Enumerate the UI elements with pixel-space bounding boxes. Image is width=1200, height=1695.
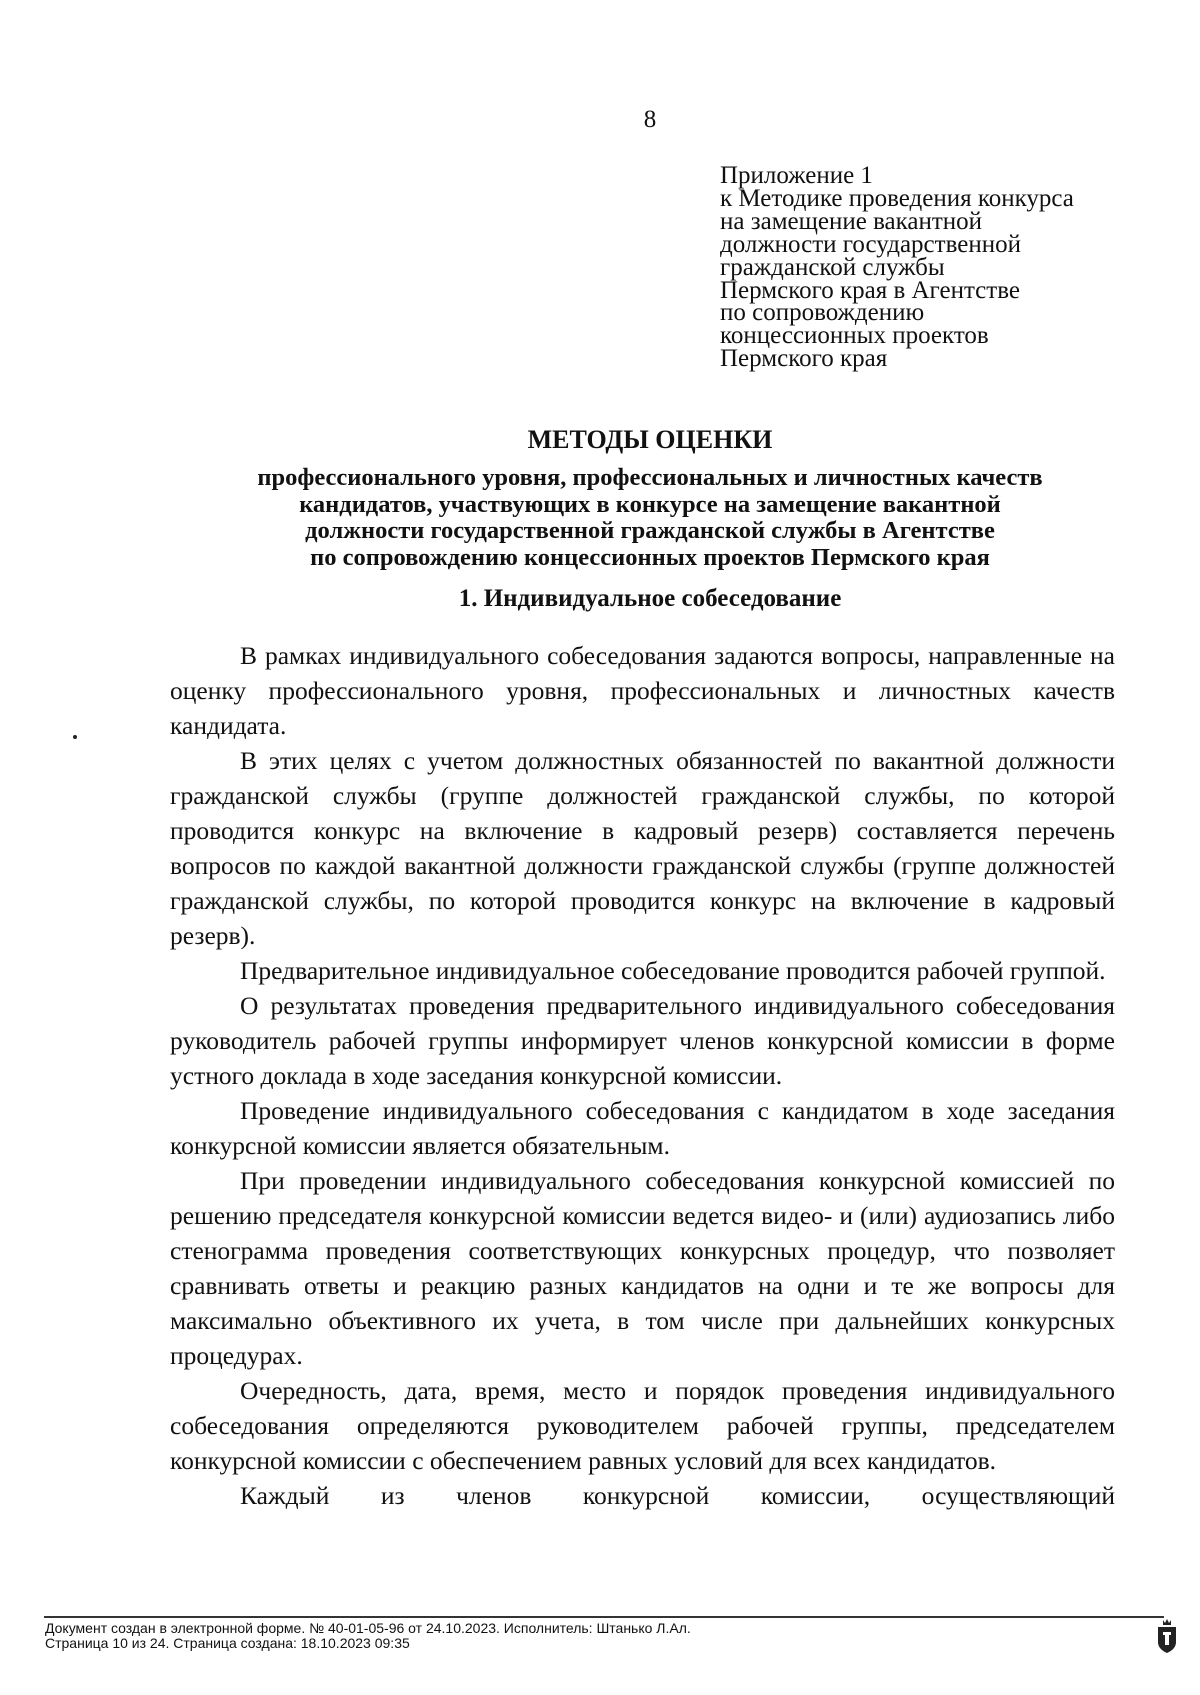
document-title: МЕТОДЫ ОЦЕНКИ — [527, 425, 773, 454]
scan-speck — [73, 735, 77, 739]
annex-line: должности государственной — [720, 230, 1021, 258]
body-text — [170, 638, 1115, 1513]
annex-line: по сопровождению — [720, 299, 925, 327]
footer-divider — [44, 1616, 1164, 1618]
annex-reference — [720, 162, 1160, 373]
document-subtitle — [0, 465, 1200, 571]
paragraph: В этих целях с учетом должностных обязанностей по вакантной должности гражданской службы (группе должностей гражданской службы, по которой проводится конкурс на включение в кадровый резерв) составляется перечень вопросов по каждой вакантной должности гражданской службы (группе должностей гражданской службы, по которой проводится конкурс на включение в кадровый резерв). — [170, 746, 1115, 950]
paragraph: При проведении индивидуального собеседования конкурсной комиссией по решению председателя конкурсной комиссии ведется видео- и (или) аудиозапись либо стенограмма проведения соответствующих конкурсных процедур, что позволяет сравнивать ответы и реакцию разных кандидатов на одни и те же вопросы для максимально объективного их учета, в том числе при дальнейших конкурсных процедурах. — [170, 1166, 1115, 1370]
annex-line: Пермского края в Агентстве — [720, 276, 1020, 304]
annex-line: Приложение 1 — [720, 162, 873, 189]
paragraph: О результатах проведения предварительного индивидуального собеседования руководитель рабочей группы информирует членов конкурсной комиссии в форме устного доклада в ходе заседания конкурсной комиссии. — [170, 991, 1115, 1090]
annex-line: концессионных проектов — [720, 322, 989, 350]
annex-line: Пермского края — [720, 345, 888, 373]
coat-of-arms-icon — [1154, 1618, 1180, 1654]
annex-line: гражданской службы — [720, 253, 945, 281]
paragraph: Проведение индивидуального собеседования с кандидатом в ходе заседания конкурсной комиссии является обязательным. — [170, 1096, 1115, 1160]
paragraph: В рамках индивидуального собеседования задаются вопросы, направленные на оценку профессионального уровня, профессиональных и личностных качеств кандидата. — [170, 641, 1115, 740]
section-heading: 1. Индивидуальное собеседование — [458, 585, 842, 612]
paragraph: Каждый из членов конкурсной комиссии, осуществляющий — [240, 1481, 1115, 1510]
subtitle-line: кандидатов, участвующих в конкурсе на замещение вакантной — [299, 490, 1001, 518]
footer-line-page: Страница 10 из 24. Страница создана: 18.10.2023 09:35 — [45, 1635, 410, 1651]
paragraph: Очередность, дата, время, место и порядок проведения индивидуального собеседования определяются руководителем рабочей группы, председателем конкурсной комиссии с обеспечением равных условий для всех кандидатов. — [170, 1376, 1115, 1475]
page-number: 8 — [643, 106, 657, 133]
subtitle-line: профессионального уровня, профессиональных и личностных качеств — [257, 464, 1043, 491]
subtitle-line: должности государственной гражданской службы в Агентстве — [305, 517, 995, 544]
subtitle-line: по сопровождению концессионных проектов Пермского края — [310, 543, 990, 571]
paragraph: Предварительное индивидуальное собеседование проводится рабочей группой. — [240, 956, 1106, 985]
footer — [45, 1621, 1095, 1651]
annex-line: на замещение вакантной — [720, 207, 983, 235]
footer-line-document: Документ создан в электронной форме. № 40-01-05-96 от 24.10.2023. Исполнитель: Штанько Л.Ал. — [45, 1620, 691, 1636]
annex-line: к Методике проведения конкурса — [720, 184, 1074, 212]
